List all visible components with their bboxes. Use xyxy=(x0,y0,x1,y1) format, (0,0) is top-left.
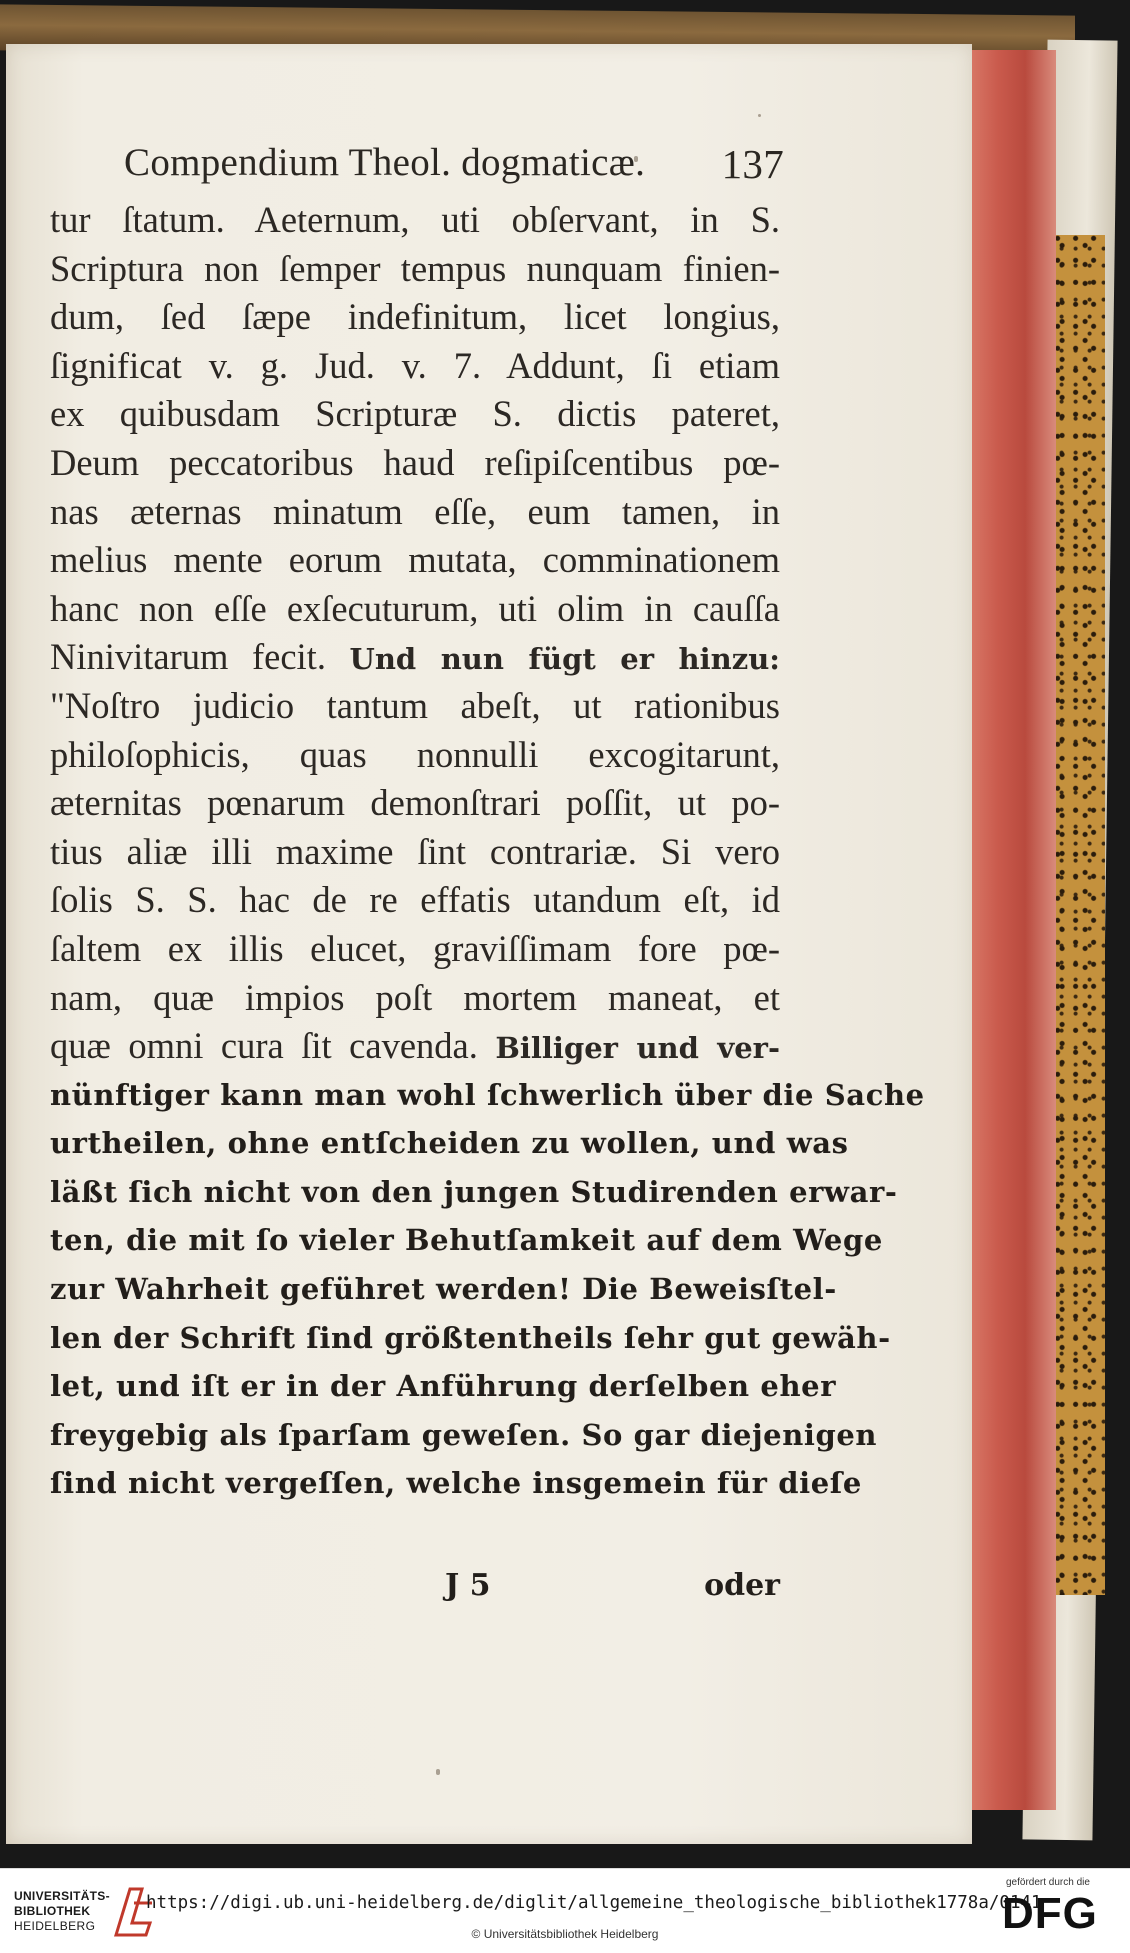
fraktur-segment: Billiger und ver- xyxy=(495,1031,780,1066)
dfg-wordmark: DFG xyxy=(1002,1889,1098,1938)
text-line: Deum peccatoribus haud reſipiſcentibus pœ- xyxy=(50,441,780,483)
signature-mark: J 5 xyxy=(445,1568,491,1603)
text-line: tius aliæ illi maxime ſint contrariæ. Si vero xyxy=(50,830,780,872)
text-line: hanc non eſſe exſecuturum, uti olim in cauſſa xyxy=(50,587,780,629)
text-line: Scriptura non ſemper tempus nunquam finien- xyxy=(50,247,780,289)
text-line: ſolis S. S. hac de re effatis utandum eſt, id xyxy=(50,879,780,921)
digitization-banner xyxy=(0,1868,1130,1953)
dfg-funding-note: gefördert durch die xyxy=(1006,1877,1090,1888)
fraktur-line: let, und iſt er in der Anführung derſelben eher xyxy=(50,1369,837,1404)
fraktur-line: freygebig als ſparſam geweſen. So gar diejenigen xyxy=(50,1417,878,1452)
text-line: dum, ſed ſæpe indefinitum, licet longius, xyxy=(50,296,780,338)
body-text xyxy=(50,196,925,1508)
text-line-mixed xyxy=(50,1022,780,1071)
text-line: ſaltem ex illis elucet, graviſſimam fore pœ- xyxy=(50,927,780,969)
fraktur-line: len der Schrift ſind größtentheils ſehr gut gewäh- xyxy=(50,1320,891,1355)
red-page-edge xyxy=(968,50,1056,1810)
running-head xyxy=(124,118,784,198)
latin-segment: quæ omni cura ſit cavenda. xyxy=(50,1025,478,1067)
fraktur-line: urtheilen, ohne entſcheiden zu wollen, und was xyxy=(50,1126,849,1161)
catchword: oder xyxy=(704,1568,780,1603)
text-line-mixed xyxy=(50,633,780,682)
text-line: æternitas pœnarum demonſtrari poſſit, ut po- xyxy=(50,782,780,824)
permalink-url[interactable]: https://digi.ub.uni-heidelberg.de/diglit/allgemeine_theologische_bibliothek1778a/0141 xyxy=(146,1893,1042,1913)
text-line: ſignificat v. g. Jud. v. 7. Addunt, ſi etiam xyxy=(50,344,780,386)
latin-segment: Ninivitarum fecit. xyxy=(50,636,326,678)
text-line: tur ſtatum. Aeternum, uti obſervant, in S. xyxy=(50,199,780,240)
logo-line: BIBLIOTHEK xyxy=(14,1904,91,1918)
logo-line: HEIDELBERG xyxy=(14,1919,96,1933)
dfg-logo[interactable] xyxy=(1002,1877,1122,1947)
logo-line: UNIVERSITÄTS- xyxy=(14,1889,110,1903)
fraktur-segment: Und nun fügt er hinzu: xyxy=(349,642,780,677)
page-number: 137 xyxy=(721,141,784,187)
text-line: "Noſtro judicio tantum abeſt, ut rationibus xyxy=(50,684,780,726)
text-line: nas æternas minatum eſſe, eum tamen, in xyxy=(50,490,780,532)
fraktur-line: zur Wahrheit geführet werden! Die Beweisſtel- xyxy=(50,1272,837,1307)
text-line: melius mente eorum mutata, comminationem xyxy=(50,539,780,581)
fraktur-line: ten, die mit ſo vieler Behutſamkeit auf dem Wege xyxy=(50,1223,883,1258)
copyright-notice: © Universitätsbibliothek Heidelberg xyxy=(471,1927,659,1941)
text-line: nam, quæ impios poſt mortem maneat, et xyxy=(50,976,780,1018)
fraktur-line: ſind nicht vergeſſen, welche insgemein für dieſe xyxy=(50,1466,862,1501)
text-line: philoſophicis, quas nonnulli excogitarunt, xyxy=(50,733,780,775)
paper-speck xyxy=(758,114,761,117)
page-footer xyxy=(445,1564,780,1614)
fraktur-line: läßt ſich nicht von den jungen Studirenden erwar- xyxy=(50,1174,898,1209)
fraktur-line: nünftiger kann man wohl ſchwerlich über die Sache xyxy=(50,1077,925,1112)
running-head-title: Compendium Theol. dogmaticæ. xyxy=(124,141,646,184)
paper-speck xyxy=(436,1769,440,1775)
text-line: ex quibusdam Scripturæ S. dictis pateret, xyxy=(50,393,780,435)
